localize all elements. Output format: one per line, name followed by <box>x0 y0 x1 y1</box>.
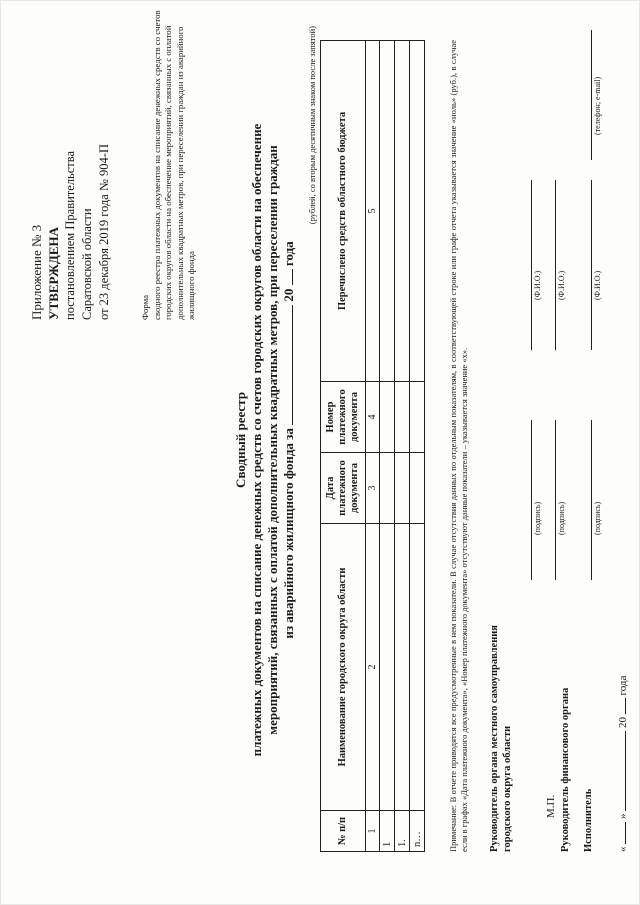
year-blank-line <box>292 269 293 285</box>
table-cell <box>380 524 395 811</box>
name-line <box>591 180 592 350</box>
name-line <box>531 180 532 350</box>
date-suffix: года <box>617 675 629 696</box>
document-heading <box>233 40 297 840</box>
heading-line-1: платежных документов на списание денежных средств со счетов городских округов области на обеспечение <box>249 123 264 757</box>
name-line <box>555 180 556 350</box>
heading-line-3-prefix: из аварийного жилищного фонда за <box>281 428 296 639</box>
date-close-quote: » <box>617 813 629 819</box>
column-number-5: 5 <box>366 41 380 382</box>
row-number: 1 <box>380 811 395 852</box>
date-year-blank-line <box>625 698 626 714</box>
column-number-2: 2 <box>366 524 380 811</box>
column-number-4: 4 <box>366 382 380 453</box>
form-caption <box>140 0 198 320</box>
document-title: Сводный реестр <box>233 392 248 488</box>
table-cell <box>410 382 425 453</box>
table-cell <box>380 453 395 524</box>
appendix-label: Приложение № 3 <box>29 224 44 320</box>
table-row <box>395 41 410 852</box>
column-number-1: 1 <box>366 811 380 852</box>
heading-line-3-suffix: года <box>281 241 296 267</box>
table-cell <box>380 382 395 453</box>
name-caption: (Ф.И.О.) <box>533 270 542 300</box>
date-open-quote: « <box>617 846 629 852</box>
signature-line <box>531 420 532 580</box>
header-district-name: Наименование городского округа области <box>321 524 366 811</box>
approval-block <box>28 60 113 320</box>
row-number: 1. <box>395 811 410 852</box>
head-finance-label: Руководитель финансового органа <box>560 687 571 852</box>
signature-caption: (подпись) <box>557 501 566 535</box>
phone-caption: (телефон; e-mail) <box>593 76 602 135</box>
stamp-place-label: М.П. <box>545 794 557 818</box>
date-line <box>617 676 629 852</box>
table-cell <box>395 453 410 524</box>
column-numbers-row <box>366 41 380 852</box>
table-row <box>410 41 425 852</box>
units-note: (рублей, со вторым десятичным знаком после запятой) <box>307 26 317 225</box>
name-caption: (Ф.И.О.) <box>557 270 566 300</box>
row-number: n… <box>410 811 425 852</box>
month-blank-line <box>625 731 626 811</box>
column-number-3: 3 <box>366 453 380 524</box>
header-payment-number: Номер платежного документа <box>321 382 366 453</box>
signature-caption: (подпись) <box>533 501 542 535</box>
heading-line-3 <box>281 40 297 840</box>
form-label: Форма <box>140 294 150 320</box>
header-payment-date: Дата платежного документа <box>321 453 366 524</box>
table-cell <box>395 524 410 811</box>
head-local-label: Руководитель органа местного самоуправления городского округа области <box>489 625 513 852</box>
signature-line <box>591 420 592 580</box>
approval-line-2: Саратовской области <box>80 208 94 320</box>
form-description: сводного реестра платежных документов на списание денежных средств со счетов городских округов области на обеспечение мероприятий, связанных с оплатой дополнительных квадратных метров, при переселении граждан из аварийного жилищного фонда <box>151 10 197 320</box>
day-blank-line <box>625 822 626 844</box>
signature-line <box>555 420 556 580</box>
table-cell <box>410 453 425 524</box>
table-cell <box>380 41 395 382</box>
table-cell <box>410 41 425 382</box>
date-year: 20 <box>617 717 629 728</box>
phone-line <box>591 30 592 160</box>
footnote: Примечание: В отчете приводятся все предусмотренные в нем показатели. В случае отсутствия данных по отдельным показателям, в соответствующей строке или графе отчета указывается значение «ноль» (руб.), в случае если в графах «Дата платежного документа», «Номер платежного документа» отсутствуют данные показатели – указывается значение «х». <box>448 40 469 852</box>
heading-year: 20 <box>281 288 296 302</box>
registry-table <box>320 40 425 852</box>
heading-line-2: мероприятий, связанных с оплатой дополнительных квадратных метров, при переселении граждан <box>265 145 280 735</box>
table-row <box>380 41 395 852</box>
table-cell <box>395 382 410 453</box>
table-header-row <box>321 41 366 852</box>
approval-line-1: постановлением Правительства <box>63 150 77 320</box>
approval-line-3: от 23 декабря 2019 года № 904-П <box>97 144 111 320</box>
signature-caption: (подпись) <box>593 501 602 535</box>
executor-label: Исполнитель <box>583 788 594 852</box>
header-transferred-funds: Перечислено средств областного бюджета <box>321 41 366 382</box>
header-number: № п/п <box>321 811 366 852</box>
table-cell <box>410 524 425 811</box>
name-caption: (Ф.И.О.) <box>593 270 602 300</box>
period-blank-line <box>292 305 293 425</box>
approved-label: УТВЕРЖДЕНА <box>46 226 61 320</box>
table-cell <box>395 41 410 382</box>
